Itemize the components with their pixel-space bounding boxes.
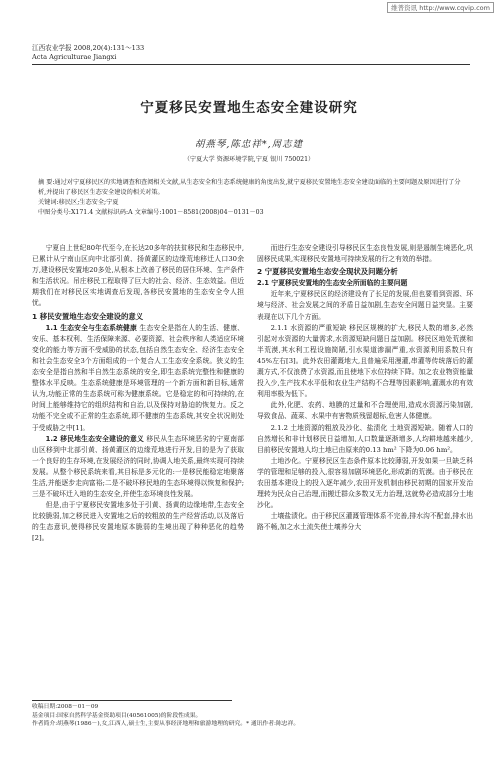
section-2-1-2-heading: 2.1.2 土地资源的粗放及沙化、盐渍化 xyxy=(270,423,388,432)
watermark: 维普资讯 http://www.cqvip.com xyxy=(387,2,494,13)
author-info: 作者简介:胡燕琴(1986－),女,江西人,硕士生,主要从事经济地理和旅游地理的研究。* 通讯作者:陈忠祥。 xyxy=(32,721,300,728)
authors: 胡燕琴,陈忠祥*,周志建 xyxy=(194,139,304,150)
classification: 中图分类号:X171.4 文献标识码:A 文章编号:1001－8581(2008)04－0131－03 xyxy=(38,209,264,216)
journal-citation: 江西农业学报 2008,20(4):131～133 xyxy=(32,44,145,52)
section-1-1-heading: 1.1 生态安全与生态系统健康 xyxy=(45,323,138,332)
received-date: 收稿日期:2008－01－09 xyxy=(32,704,99,710)
journal-name: Acta Agriculturae Jiangxi xyxy=(32,53,117,61)
right-first-paragraph: 而进行生态安全建设引导移民区生态良性发展,则是遏制生境恶化,巩固移民成果,实现移民安置地可持续发展的行之有效的举措。 xyxy=(257,244,473,264)
section-1-1-body: 生态安全是指在人的生活、健康、安乐、基本权利、生活保障来源、必要资源、社会秩序和人类适应环境变化的能力等方面不受威胁的状态,包括自然生态安全、经济生态安全和社会生态安全3个方面组成的一个复合人工生态安全系统。狭义的生态安全是指自然和半自然生态系统的安全,即生态系统完整性和健康的整体水平反映。生态系统健康是环境管理的一个新方面和新目标,通常认为,功能正常的生态系统可称为健康系统。它是稳定的和可持续的,在时间上能够维持它的组织结构和自治,以及保持对胁迫的恢复力。反之功能不完全或不正常的生态系统,即不健康的生态系统,其安全状况则处于受威胁之中[1]。 xyxy=(32,323,244,432)
section-2-1-body: 近年来,宁夏移民区的经济建设有了长足的发展,但也要看到资源、环境与经济、社会发展之间的矛盾日益加剧,生态安全问题日益突显。主要表现在以下几个方面。 xyxy=(257,290,473,321)
section-2-1-2-body: 土地资源短缺。随着人口的自然增长和非计划移民日益增加,人口数量逐渐增多,人均耕地越来越少,目前移民安置地人均土地已由原来的0.13 hm² 下降为0.06 hm²。 xyxy=(257,423,473,454)
fund-info: 基金项目:国家自然科学基金资助项目(40561005)的阶段性成果。 xyxy=(32,712,202,719)
abstract-text: 摘 要:通过对宁夏移民区的实地调查和查阅相关文献,从生态安全和生态系统健康的角度出发,就宁夏移民安置地生态安全建设面临的主要问题及原因进行了分析,并提出了移民区生态安全建设的相关对策。 xyxy=(38,179,461,196)
section-2-1-2 xyxy=(257,423,473,456)
section-1-heading: 1 移民安置地生态安全建设的意义 xyxy=(32,311,144,321)
intro-paragraph: 宁夏自上世纪80年代至今,在长达20多年的扶贫移民和生态移民中,已累计从宁南山区向中北部引黄、扬黄灌区的边缘荒地移迁人口30余万,建设移民安置地20多处,从根本上改善了移民的居住环境、生产条件和生活状况。吊庄移民工程取得了巨大的社会、经济、生态效益。但近期我们在对移民区实地调查后发现,各移民安置地的生态安全令人担忧。 xyxy=(32,244,244,308)
section-2-1-1 xyxy=(257,323,473,401)
paper-title: 宁夏移民安置地生态安全建设研究 xyxy=(140,100,358,116)
header-rule xyxy=(32,64,470,65)
pollution-paragraph: 此外,化肥、农药、地膜的过量和不合理使用,造成水资源污染加剧,导致食品、蔬菜、水果中有害物质残留超标,危害人体健康。 xyxy=(257,401,473,421)
salinization-paragraph: 土壤盐渍化。由于移民区灌溉管理体系不完善,排水沟不配套,排水出路不畅,加之水土流失使土壤养分大 xyxy=(257,512,473,532)
left-last-paragraph: 但是,由于宁夏移民安置地多处于引黄、扬黄的边缘地带,生态安全比较脆弱,加之移民进入安置地之后的较粗放的生产经营活动,以及落后的生态意识,使得移民安置地原本脆弱的生境出现了种种恶化的趋势[2]。 xyxy=(32,501,244,543)
footnote-block xyxy=(32,703,472,729)
abstract-block xyxy=(38,178,464,218)
journal-header xyxy=(32,44,144,62)
affiliation: （宁夏大学 资源环境学院,宁夏 银川 750021） xyxy=(183,156,315,163)
section-2-1-heading: 2.1 宁夏移民安置地的生态安全所面临的主要问题 xyxy=(257,279,408,288)
section-2-1-1-body: 移民区规模的扩大,移民人数的增多,必然引起对水资源的大量需求,水资源短缺问题日益加剧。移民区地处荒漠和半荒漠,其水利工程设施简陋,引水渠道渗漏严重,水资源利用系数只有45%左右[3]。此外农田灌溉地大,且普遍采用漫灌,串灌等传统落后的灌溉方式,不仅浪费了水资源,而且使地下水位持续下降。加之农业物资能量投入少,生产技术水平低和农业生产结构不合理等因素影响,灌溉水的有效利用率极为低下。 xyxy=(257,323,473,399)
section-1-1 xyxy=(32,323,244,434)
keywords: 关键词:移民区;生态安全;宁夏 xyxy=(38,199,119,206)
footnote-rule xyxy=(32,700,232,701)
section-1-2-heading: 1.2 移民地生态安全建设的意义 xyxy=(45,434,145,443)
section-1-2-body: 移民从生态环境恶劣的宁夏南部山区移到中北部引黄、扬黄灌区的边缘荒地进行开发,目的是为了获取一个良好的生存环境,在发展经济的同时,协调人地关系,最终实现可持续发展。从整个移民系统来看,其目标是多元化的:一是移民能稳定地聚落生活,并能逐步走向富裕;二是不破坏移民地的生态环境得以恢复和保护;三是不破坏迁入地的生态安全,并使生态环境良性发展。 xyxy=(32,434,244,499)
section-2-1-1-heading: 2.1.1 水资源的严重短缺 xyxy=(270,323,347,332)
section-1-2 xyxy=(32,434,244,501)
desertification-paragraph: 土地沙化。宁夏移民区生态条件原本比较薄弱,开发如果一旦缺乏科学的管理和足够的投入,很容易加剧环境恶化,形成新的荒漠。由于移民在农田基本建设上的投入逐年减少,农田开发机制由移民初期的国家开发治理转为民众自己治理,而搬迁群众多数又无力治理,这就势必造成部分土地沙化。 xyxy=(257,456,473,510)
section-2-heading: 2 宁夏移民安置地生态安全现状及问题分析 xyxy=(257,267,398,277)
left-column xyxy=(32,243,244,545)
right-column xyxy=(257,243,473,533)
